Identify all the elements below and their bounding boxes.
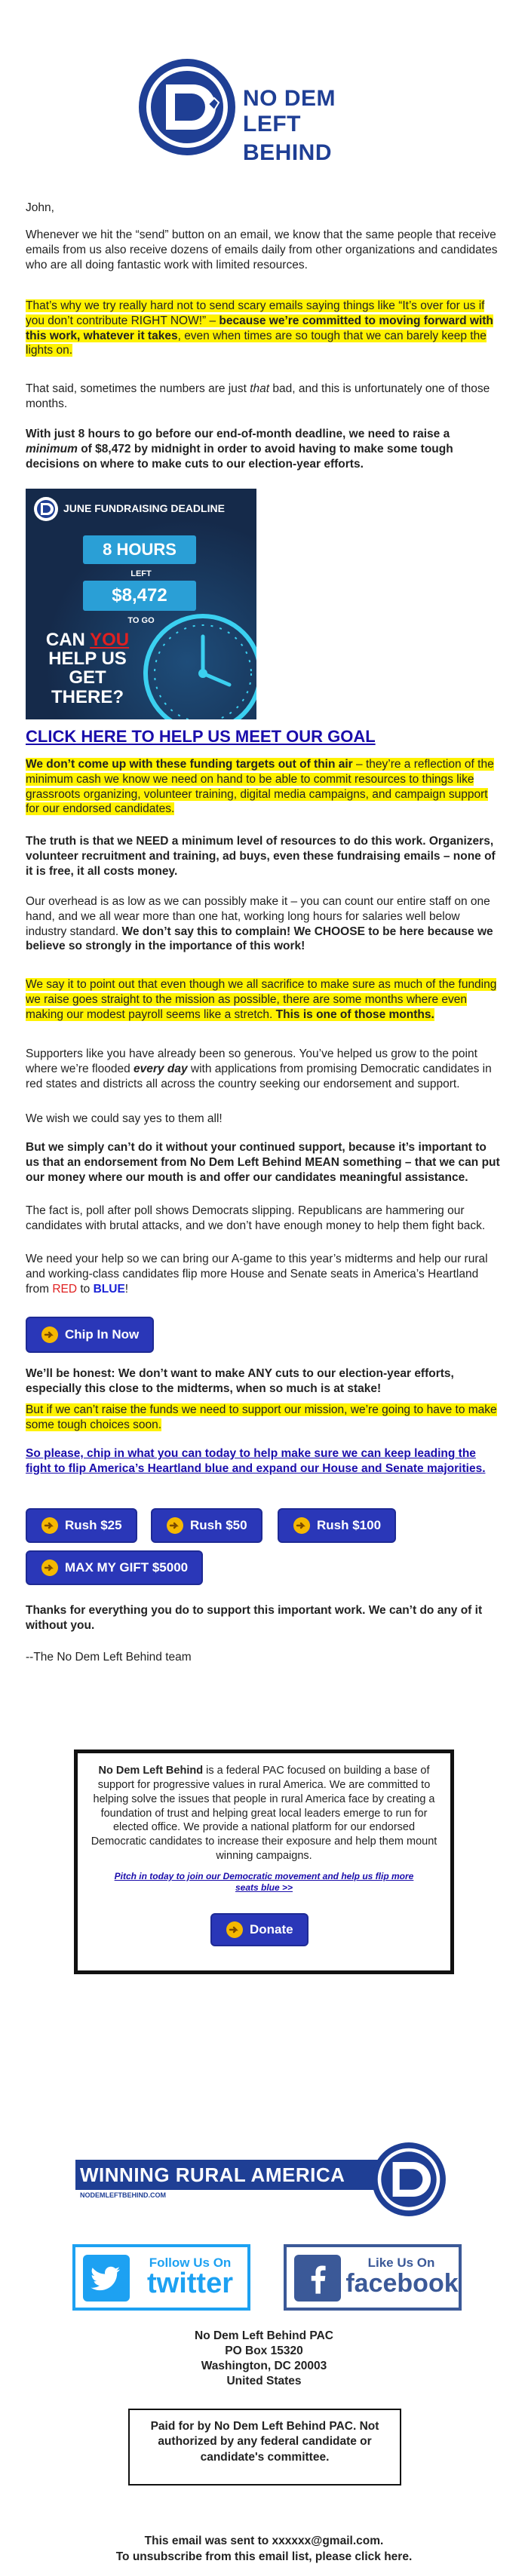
graphic-q4: THERE? xyxy=(51,686,124,707)
cta-goal-link[interactable]: CLICK HERE TO HELP US MEET OUR GOAL xyxy=(26,727,376,746)
graphic-q2: HELP US xyxy=(48,649,127,670)
paragraph-3 xyxy=(26,382,501,412)
paragraph-13 xyxy=(26,1252,501,1296)
winning-rural-banner[interactable] xyxy=(75,2140,453,2219)
footer-org-name: No Dem Left Behind xyxy=(98,1765,204,1777)
banner-title: WINNING RURAL AMERICA xyxy=(80,2164,345,2186)
pointing-hand-icon xyxy=(41,1516,59,1535)
signoff: --The No Dem Left Behind team xyxy=(26,1651,192,1664)
p13-blue: BLUE xyxy=(93,1282,125,1296)
footer-pitch-link[interactable]: Pitch in today to join our Democratic movement and help us flip more seats blue >> xyxy=(114,1871,414,1894)
rush-100-button[interactable] xyxy=(278,1508,396,1543)
graphic-q-you: YOU xyxy=(90,630,130,650)
greeting: John, xyxy=(26,201,54,214)
p7-text-a: Our overhead is as low as we can possibly make it – you can count our entire staff on one hand, and we all wear more than one hat, working long hours for salaries well below industry standard. xyxy=(26,895,490,938)
graphic-togo: TO GO xyxy=(127,616,155,625)
p5-text-b: – they’re a reflection of the minimum cash we know we need on hand to be able to commit resources to things like grassroots organizing, volunteer training, digital media campaigns, and campaign support for our endorsed candidates. xyxy=(26,758,494,816)
footer-org-text: is a federal PAC focused on building a base of support for progressive values in rural America. We are committed to helping solve the issues that people in rural America face by creating a foundation of trust and helping great local leaders emerge to run for elected office. We provide a national platform for our endorsed Democratic candidates to increase their exposure and help them mount winning campaigns. xyxy=(91,1765,437,1863)
paragraph-2 xyxy=(26,299,501,358)
unsubscribe-link[interactable]: To unsubscribe from this email list, please click here. xyxy=(115,2550,413,2563)
p3-text-b: that xyxy=(250,382,270,395)
address-line4: United States xyxy=(226,2375,302,2388)
clock-icon xyxy=(139,609,256,719)
p8-text-b: This is one of those months. xyxy=(275,1007,434,1021)
graphic-q3: GET xyxy=(69,667,106,688)
pointing-hand-icon xyxy=(41,1559,59,1577)
graphic-left: LEFT xyxy=(130,569,152,578)
paragraph-8 xyxy=(26,977,501,1022)
p7-text-d: to be here because we believe so strongly in the importance of this work! xyxy=(26,925,493,953)
p4-text-a: With just 8 hours to go before our end-of-month deadline, we need to raise a xyxy=(26,428,450,440)
p9-text-a: Supporters like you have already been so generous. You’ve helped us grow to the point where we’re flooded xyxy=(26,1047,477,1075)
footer-info-text xyxy=(88,1764,440,1863)
address-line1: No Dem Left Behind PAC xyxy=(195,2329,333,2342)
pointing-hand-icon xyxy=(166,1516,184,1535)
chip-in-label: Chip In Now xyxy=(65,1327,140,1342)
p7-text-b: We don’t say this to complain! We xyxy=(121,925,315,938)
address-line2: PO Box 15320 xyxy=(225,2344,303,2358)
p2-text-a: That’s why we try really hard not to send scary emails saying things like “It’s over for us if you don’t contribute RIGHT NOW!” – xyxy=(26,299,485,327)
banner-logo-icon xyxy=(370,2140,448,2219)
mailing-address xyxy=(0,2329,528,2390)
graphic-question xyxy=(42,630,133,707)
pointing-hand-icon xyxy=(226,1921,244,1939)
rush-100-label: Rush $100 xyxy=(317,1518,382,1533)
chip-in-button[interactable] xyxy=(26,1317,154,1353)
deadline-graphic[interactable] xyxy=(26,489,256,719)
graphic-hours-box xyxy=(83,535,196,564)
chip-in-text-link[interactable]: So please, chip in what you can today to help make sure we can keep leading the fight to flip America’s Heartland blue and expand our House and Senate majorities. xyxy=(26,1447,486,1475)
twitter-name: twitter xyxy=(147,2268,233,2299)
p13-text-a: We need your help so we can bring our A-game to this year’s midterms and help our rural and working-class candidates flip more House and Senate seats in America’s Heartland from xyxy=(26,1253,488,1296)
graphic-logo-icon xyxy=(33,496,59,522)
p9-text-c: with applications from promising Democratic candidates in red states and districts all across the country seeking our endorsement and support. xyxy=(26,1062,492,1090)
paragraph-4 xyxy=(26,427,501,471)
paragraph-9 xyxy=(26,1047,501,1091)
pointing-hand-icon xyxy=(41,1326,59,1344)
paragraph-15 xyxy=(26,1403,501,1433)
paragraph-5 xyxy=(26,757,501,817)
donate-label: Donate xyxy=(250,1922,293,1937)
max-gift-label: MAX MY GIFT $5000 xyxy=(65,1560,189,1575)
twitter-square xyxy=(83,2255,130,2302)
rush-50-label: Rush $50 xyxy=(190,1518,247,1533)
pointing-hand-icon xyxy=(293,1516,311,1535)
p3-text-a: That said, sometimes the numbers are just xyxy=(26,382,250,395)
max-gift-button[interactable] xyxy=(26,1550,203,1585)
paid-for-disclaimer xyxy=(128,2409,401,2486)
banner-url: NODEMLEFTBEHIND.COM xyxy=(80,2191,166,2199)
rush-50-button[interactable] xyxy=(151,1508,262,1543)
p2-text-c: , even when times are so tough that we can barely keep the lights on. xyxy=(26,329,487,357)
paragraph-6: The truth is that we NEED a minimum level of resources to do this work. Organizers, volunteer recruitment and training, ad buys, even these fundraising emails – none of it is free, it all costs money. xyxy=(26,835,496,878)
graphic-q1: CAN xyxy=(45,630,91,650)
graphic-amount-box xyxy=(83,581,196,611)
p7-text-c: CHOOSE xyxy=(314,925,365,938)
footer-info-box xyxy=(74,1750,454,1974)
p5-text-a: We don’t come up with these funding targets out of thin air xyxy=(26,758,353,771)
graphic-title: JUNE FUNDRAISING DEADLINE xyxy=(63,502,225,514)
sent-to-line: This email was sent to xxxxxx@gmail.com. xyxy=(144,2535,384,2547)
p4-text-c: of $8,472 by midnight in order to avoid having to make some tough decisions on where to make cuts to our election-year efforts. xyxy=(26,442,453,471)
paragraph-7 xyxy=(26,894,501,954)
twitter-bird-icon xyxy=(83,2255,130,2302)
p2-text-b: because we’re committed to moving forward with this work, whatever it takes xyxy=(26,314,493,342)
paragraph-17: Thanks for everything you do to support this important work. We can’t do any of it without you. xyxy=(26,1604,483,1632)
rush-25-button[interactable] xyxy=(26,1508,137,1543)
twitter-top-text: Follow Us On xyxy=(149,2256,232,2270)
rush-25-label: Rush $25 xyxy=(65,1518,122,1533)
address-line3: Washington, DC 20003 xyxy=(201,2360,327,2373)
p8-text-a: We say it to point out that even though we all sacrifice to make sure as much of the funding we raise goes straight to the mission as possible, there are some months where even making our modest payroll seems like a stretch. xyxy=(26,978,497,1021)
twitter-follow-button[interactable] xyxy=(72,2244,250,2311)
p13-red: RED xyxy=(52,1282,78,1296)
p13-text-c: ! xyxy=(124,1282,129,1296)
paragraph-14: We’ll be honest: We don’t want to make ANY cuts to our election-year efforts, especially this close to the midterms, when so much is at stake! xyxy=(26,1367,454,1395)
header-logo[interactable] xyxy=(136,56,392,166)
facebook-square xyxy=(294,2255,341,2302)
p13-text-b: to xyxy=(77,1282,94,1296)
p15-text: But if we can’t raise the funds we need to support our mission, we’re going to have to make some tough choices soon. xyxy=(26,1403,497,1431)
paragraph-11: But we simply can’t do it without your continued support, because it’s important to us that an endorsement from No Dem Left Behind MEAN something – that we can put our money where our mouth is and offer our candidates meaningful assistance. xyxy=(26,1141,500,1184)
p4-text-b: minimum xyxy=(26,442,78,455)
facebook-top-text: Like Us On xyxy=(367,2256,435,2270)
logo-line2: LEFT BEHIND xyxy=(243,112,333,166)
facebook-name: facebook xyxy=(345,2269,459,2298)
donate-button[interactable] xyxy=(210,1913,309,1946)
nodem-logo-icon xyxy=(136,56,238,158)
graphic-amount: $8,472 xyxy=(112,585,167,606)
facebook-like-button[interactable] xyxy=(284,2244,462,2311)
facebook-f-icon xyxy=(294,2255,341,2302)
disclaimer-text: Paid for by No Dem Left Behind PAC. Not authorized by any federal candidate or candidate's committee. xyxy=(150,2420,379,2464)
p9-text-b: every day xyxy=(134,1062,188,1075)
paragraph-1: Whenever we hit the “send” button on an email, we know that the same people that receive emails from us also receive dozens of emails daily from other organizations and candidates who are all doing fantastic work with limited resources. xyxy=(26,228,498,271)
logo-line1: NO DEM xyxy=(243,86,336,111)
paragraph-12: The fact is, poll after poll shows Democrats slipping. Republicans are hammering our candidates with brutal attacks, and we don’t have enough money to help them fight back. xyxy=(26,1204,486,1232)
graphic-hours: 8 HOURS xyxy=(103,540,177,559)
paragraph-10: We wish we could say yes to them all! xyxy=(26,1112,223,1125)
p3-text-c: bad, and this is unfortunately one of those months. xyxy=(26,382,490,410)
